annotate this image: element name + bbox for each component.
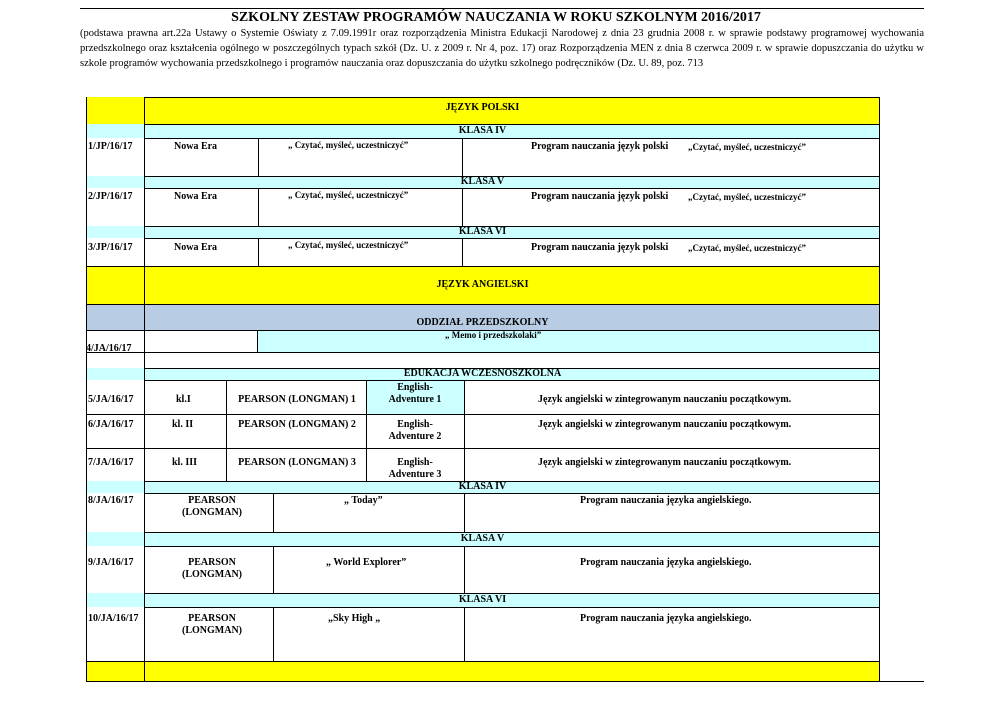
klasa-header: KLASA V [460, 533, 505, 544]
klasa-header: KLASA VI [458, 594, 507, 605]
program-code: 3/JP/16/17 [88, 242, 133, 253]
grade: kl. II [172, 419, 194, 430]
preschool-header: ODDZIAŁ PRZEDSZKOLNY [416, 317, 549, 328]
klasa-header: KLASA V [460, 176, 505, 187]
table-line [86, 681, 924, 682]
table-line [258, 188, 259, 226]
program-label: Program nauczania język polski [531, 141, 669, 152]
table-line [464, 607, 465, 661]
band-bottom [86, 661, 879, 681]
program-label: Program nauczania język polski [531, 242, 669, 253]
program-title: „Czytać, myśleć, uczestniczyć” [688, 243, 806, 253]
publisher: PEARSON (LONGMAN) 3 [238, 457, 356, 468]
publisher: Nowa Era [174, 191, 218, 202]
klasa-header: KLASA VI [458, 226, 507, 237]
table-line [144, 138, 879, 139]
table-line [258, 238, 259, 266]
table-line [366, 380, 367, 481]
table-line [86, 352, 879, 353]
program-code: 10/JA/16/17 [88, 613, 139, 624]
grade: kl. III [172, 457, 198, 468]
program-title: Język angielski w zintegrowanym nauczaniu początkowym. [538, 394, 792, 405]
publisher: Nowa Era [174, 242, 218, 253]
textbook-title: English-Adventure 2 [388, 419, 442, 442]
grade: kl.I [176, 394, 191, 405]
program-code: 6/JA/16/17 [88, 419, 134, 430]
program-title: Program nauczania języka angielskiego. [580, 613, 752, 624]
program-code: 7/JA/16/17 [88, 457, 134, 468]
program-label: Program nauczania język polski [531, 191, 669, 202]
table-line [144, 97, 879, 98]
top-rule [80, 8, 924, 9]
subject-polish: JĘZYK POLSKI [445, 102, 520, 113]
program-code: 5/JA/16/17 [88, 394, 134, 405]
program-code: 4/JA/16/17 [86, 343, 132, 354]
table-line [144, 188, 879, 189]
table-line [464, 380, 465, 481]
table-line [273, 546, 274, 593]
table-line [462, 188, 463, 226]
textbook-title: English-Adventure 3 [388, 457, 442, 480]
legal-basis: (podstawa prawna art.22a Ustawy o Systemie Oświaty z 7.09.1991r oraz rozporządzenia Ministra Edukacji Narodowej z dnia 23 grudnia 2008 r. w sprawie podstawy programowej wychowania przedszkolnego oraz kształcenia ogólnego w poszczególnych typach szkół (Dz. U. z 2009 r. Nr 4, poz. 17) oraz Rozporządzenia MEN z dnia 8 czerwca 2009 r. w sprawie dopuszczania do użytku w szkole programów wychowania przedszkolnego i programów nauczania oraz dopuszczania do użytku szkolnego podręczników (Dz. U. 89, poz. 713 [80, 28, 924, 69]
publisher: PEARSON (LONGMAN) 2 [238, 419, 356, 430]
textbook-title: „Sky High „ [328, 613, 381, 624]
table-line [86, 266, 879, 267]
table-line [144, 238, 879, 239]
table-line [273, 607, 274, 661]
program-code: 2/JP/16/17 [88, 191, 133, 202]
klasa-header: KLASA IV [458, 125, 507, 136]
program-title: „Czytać, myśleć, uczestniczyć” [688, 142, 806, 152]
table-line [462, 238, 463, 266]
klasa-header: KLASA IV [458, 481, 507, 492]
table-line [273, 493, 274, 532]
table-line [464, 546, 465, 593]
table-line [86, 304, 879, 305]
textbook-title: „ Czytać, myśleć, uczestniczyć” [288, 240, 409, 250]
textbook-title: „ Today” [344, 495, 383, 506]
table-line [462, 138, 463, 176]
program-title: Program nauczania języka angielskiego. [580, 495, 752, 506]
table-line [226, 380, 227, 481]
publisher: PEARSON (LONGMAN) 1 [238, 394, 356, 405]
publisher: PEARSON (LONGMAN) [182, 613, 242, 636]
early-education-header: EDUKACJA WCZESNOSZKOLNA [403, 368, 562, 379]
publisher: PEARSON (LONGMAN) [182, 557, 242, 580]
publisher: Nowa Era [174, 141, 218, 152]
table-line [86, 661, 879, 662]
table-line [144, 493, 879, 494]
table-line [144, 607, 879, 608]
table-line [86, 448, 879, 449]
preschool-title: „ Memo i przedszkolaki” [445, 330, 542, 340]
program-code: 9/JA/16/17 [88, 557, 134, 568]
publisher: PEARSON (LONGMAN) [182, 495, 242, 518]
textbook-title: „ World Explorer” [326, 557, 407, 568]
page-title: SZKOLNY ZESTAW PROGRAMÓW NAUCZANIA W ROKU SZKOLNYM 2016/2017 [231, 10, 761, 25]
textbook-title: English-Adventure 1 [388, 382, 442, 405]
program-title: Program nauczania języka angielskiego. [580, 557, 752, 568]
textbook-title: „ Czytać, myśleć, uczestniczyć” [288, 140, 409, 150]
program-title: Język angielski w zintegrowanym nauczaniu początkowym. [538, 419, 792, 430]
band-preschool-title [257, 330, 879, 352]
program-code: 1/JP/16/17 [88, 141, 133, 152]
program-title: Język angielski w zintegrowanym nauczaniu początkowym. [538, 457, 792, 468]
program-code: 8/JA/16/17 [88, 495, 134, 506]
program-title: „Czytać, myśleć, uczestniczyć” [688, 192, 806, 202]
subject-english: JĘZYK ANGIELSKI [436, 279, 529, 290]
table-line [86, 414, 879, 415]
table-line [144, 546, 879, 547]
table-line [257, 330, 258, 352]
table-line [258, 138, 259, 176]
textbook-title: „ Czytać, myśleć, uczestniczyć” [288, 190, 409, 200]
table-line [464, 493, 465, 532]
table-line [879, 97, 880, 681]
table-line [144, 380, 879, 381]
